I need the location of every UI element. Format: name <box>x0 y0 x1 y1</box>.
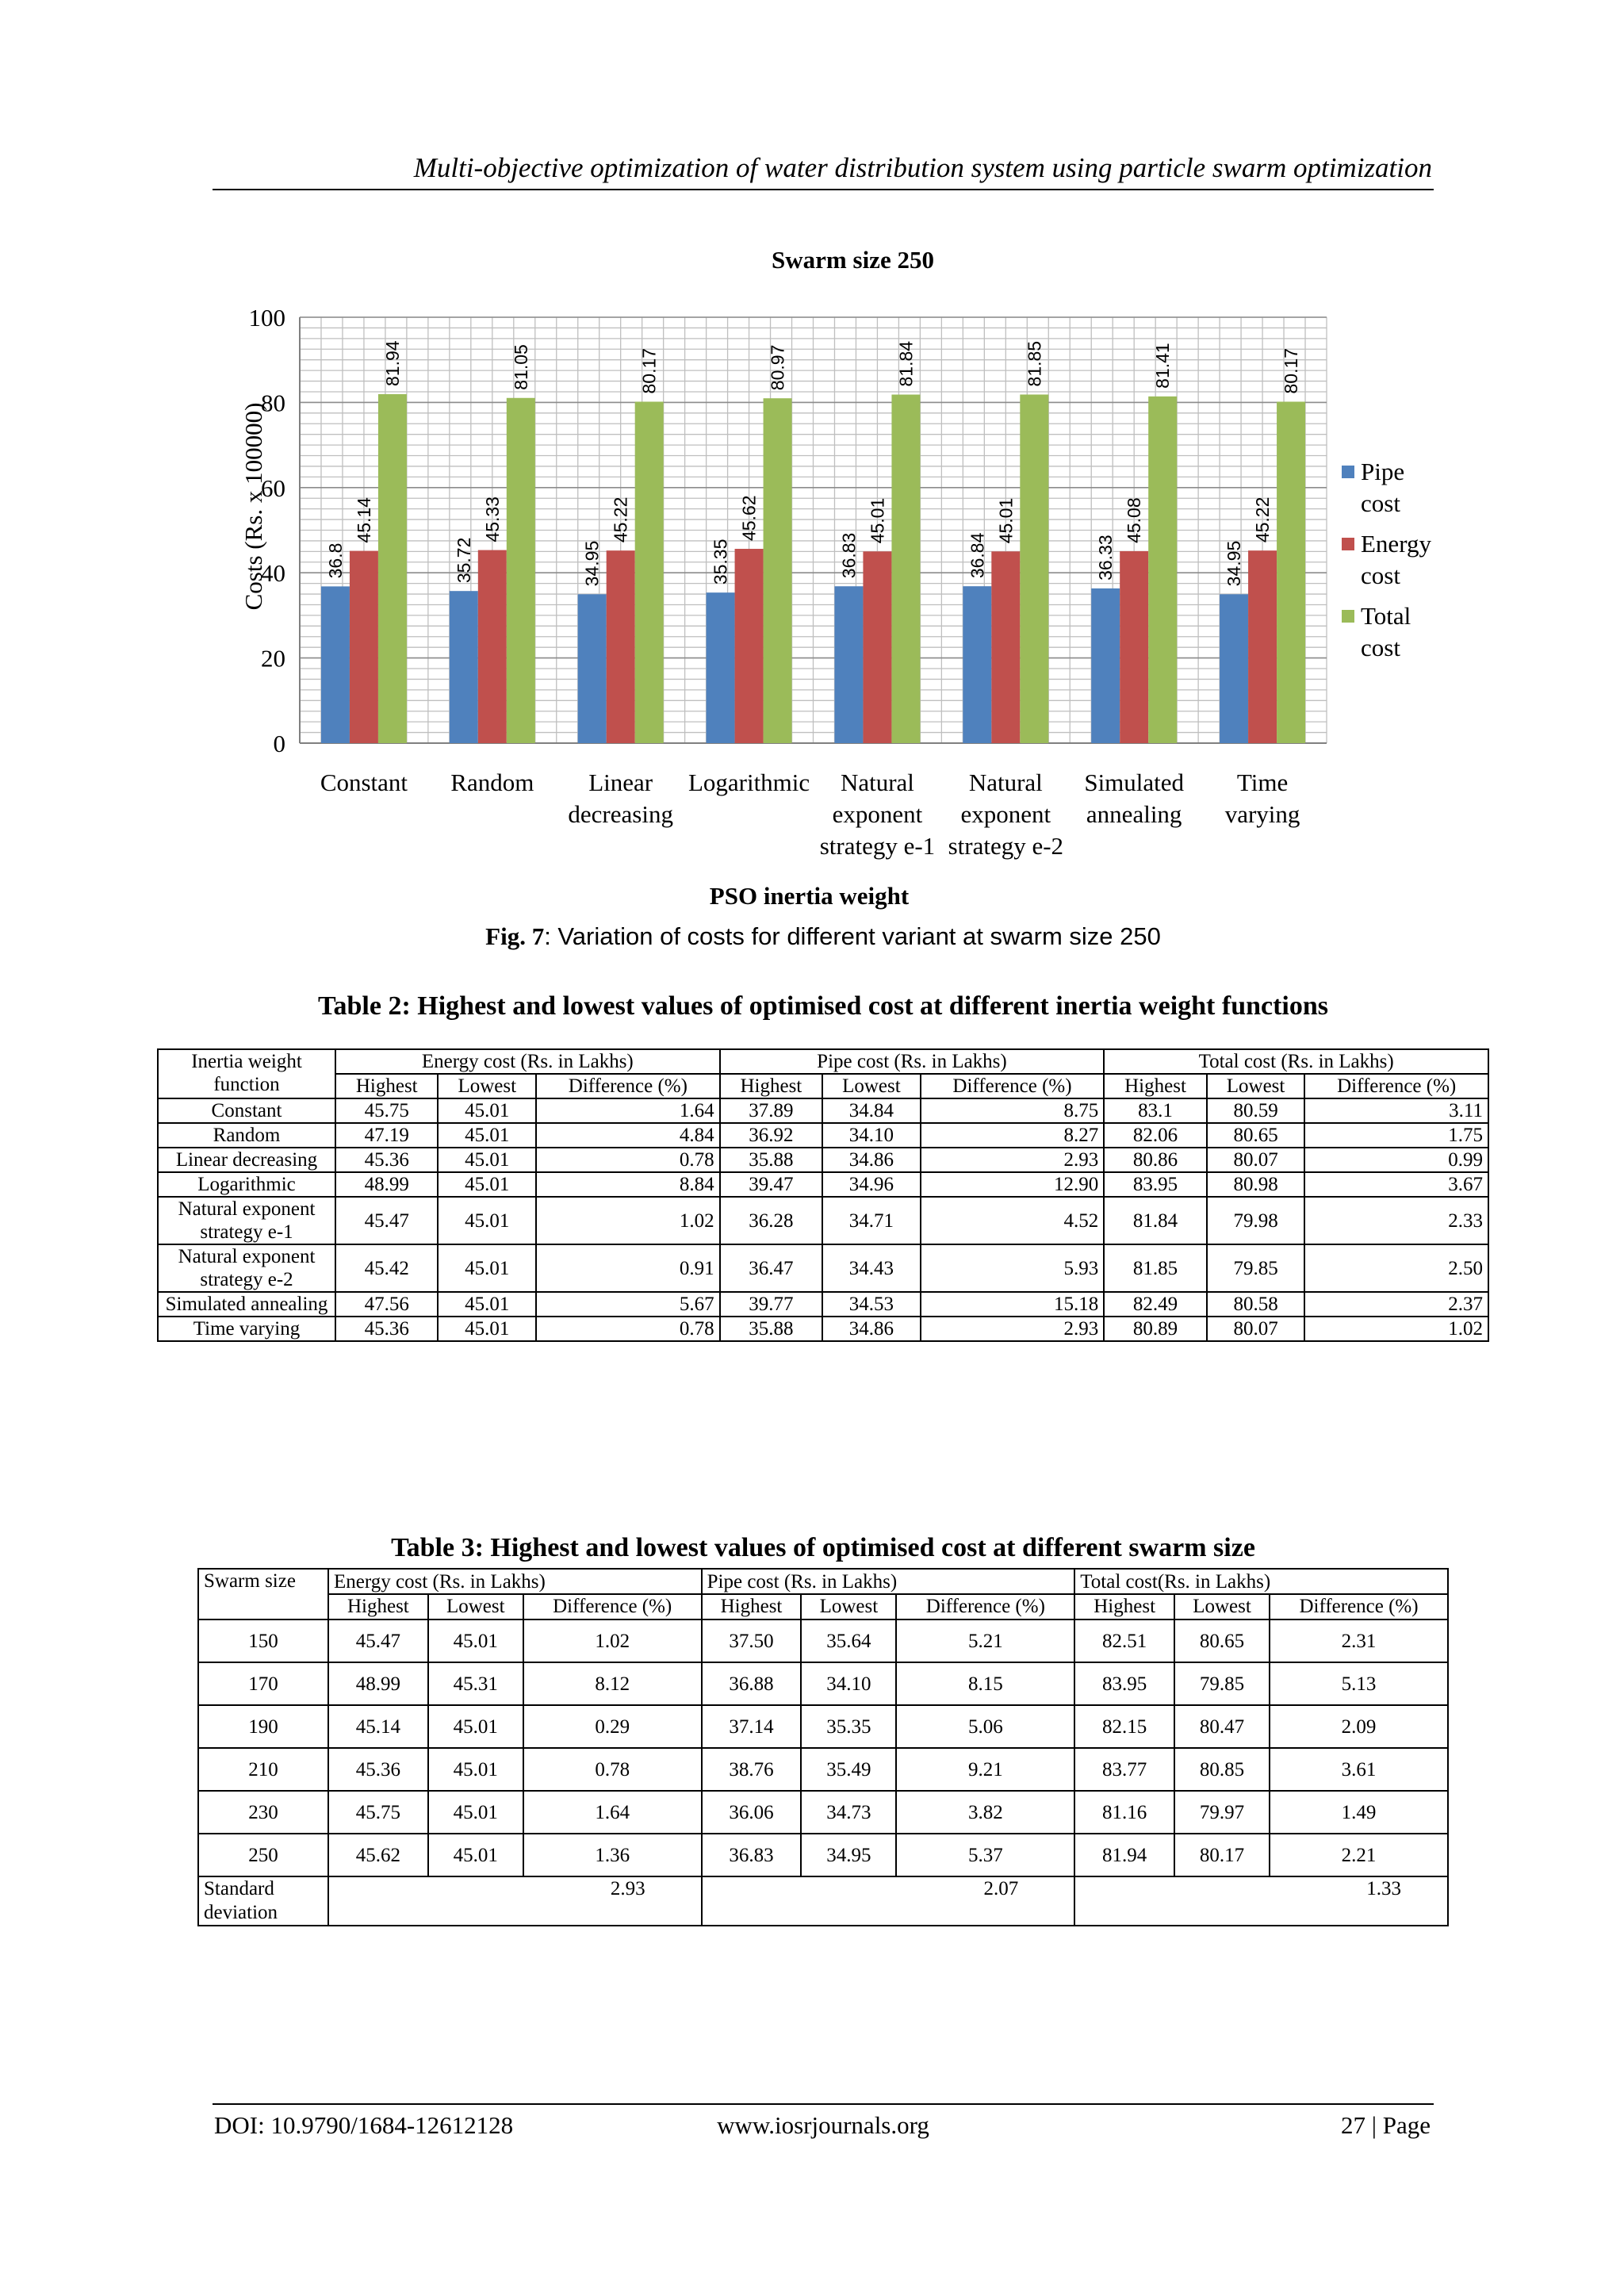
y-axis-title: Costs (Rs. x 100000) <box>239 402 267 611</box>
data-label: 81.41 <box>1152 343 1174 389</box>
value-cell: 80.85 <box>1174 1748 1270 1791</box>
value-cell: 80.47 <box>1174 1705 1270 1748</box>
std-dev-value: 2.07 <box>702 1876 1075 1926</box>
data-label: 36.8 <box>324 542 346 579</box>
bar-total-cost <box>378 394 407 743</box>
running-header <box>213 152 1434 190</box>
subheader-cell: Highest <box>328 1594 428 1619</box>
value-cell: 0.99 <box>1304 1148 1488 1172</box>
value-cell: 80.86 <box>1104 1148 1206 1172</box>
value-cell: 2.31 <box>1270 1619 1448 1662</box>
value-cell: 8.27 <box>921 1123 1105 1148</box>
row-header-cell: Inertia weight function <box>158 1049 335 1098</box>
value-cell: 82.51 <box>1074 1619 1174 1662</box>
value-cell: 15.18 <box>921 1292 1105 1317</box>
std-dev-label: Standard deviation <box>198 1876 328 1926</box>
value-cell: 37.89 <box>720 1098 822 1123</box>
value-cell: 35.64 <box>801 1619 896 1662</box>
value-cell: 45.36 <box>335 1148 438 1172</box>
table-row <box>198 1748 1448 1791</box>
value-cell: 45.01 <box>438 1098 536 1123</box>
value-cell: 80.98 <box>1207 1172 1305 1197</box>
value-cell: 39.77 <box>720 1292 822 1317</box>
row-label-cell: 210 <box>198 1748 328 1791</box>
data-label: 81.85 <box>1024 340 1045 387</box>
value-cell: 5.93 <box>921 1244 1105 1292</box>
value-cell: 2.33 <box>1304 1197 1488 1244</box>
value-cell: 80.17 <box>1174 1834 1270 1876</box>
subheader-cell: Highest <box>335 1074 438 1098</box>
y-tick-label: 60 <box>261 473 285 502</box>
value-cell: 1.75 <box>1304 1123 1488 1148</box>
value-cell: 82.49 <box>1104 1292 1206 1317</box>
bar-total-cost <box>507 398 535 743</box>
value-cell: 80.59 <box>1207 1098 1305 1123</box>
data-label: 80.17 <box>638 347 660 394</box>
table-row <box>158 1244 1488 1292</box>
table-row <box>198 1705 1448 1748</box>
footer-doi: DOI: 10.9790/1684-12612128 <box>214 2111 514 2139</box>
header-row <box>198 1569 1448 1594</box>
value-cell: 79.98 <box>1207 1197 1305 1244</box>
value-cell: 81.16 <box>1074 1791 1174 1834</box>
value-cell: 82.15 <box>1074 1705 1174 1748</box>
x-tick-label: strategy e-2 <box>948 832 1064 860</box>
legend-label: cost <box>1361 489 1400 517</box>
value-cell: 45.36 <box>328 1748 428 1791</box>
value-cell: 47.56 <box>335 1292 438 1317</box>
y-tick-label: 40 <box>261 559 285 588</box>
value-cell: 45.42 <box>335 1244 438 1292</box>
value-cell: 48.99 <box>335 1172 438 1197</box>
value-cell: 5.37 <box>896 1834 1074 1876</box>
subheader-cell: Lowest <box>428 1594 523 1619</box>
value-cell: 80.07 <box>1207 1148 1305 1172</box>
value-cell: 1.49 <box>1270 1791 1448 1834</box>
table3-title: Table 3: Highest and lowest values of optimised cost at different swarm size <box>391 1533 1255 1562</box>
value-cell: 34.84 <box>822 1098 921 1123</box>
value-cell: 34.71 <box>822 1197 921 1244</box>
table3 <box>197 1568 1449 1926</box>
value-cell: 0.91 <box>536 1244 720 1292</box>
value-cell: 8.84 <box>536 1172 720 1197</box>
table-row <box>158 1197 1488 1244</box>
value-cell: 2.37 <box>1304 1292 1488 1317</box>
row-label-cell: Constant <box>158 1098 335 1123</box>
x-axis-title: PSO inertia weight <box>709 882 910 910</box>
subheader-cell: Difference (%) <box>1304 1074 1488 1098</box>
figure-caption-text: : Variation of costs for different variant at swarm size 250 <box>544 922 1161 950</box>
value-cell: 45.62 <box>328 1834 428 1876</box>
data-label: 35.72 <box>453 537 474 584</box>
legend-label: Total <box>1361 602 1411 630</box>
legend-swatch <box>1342 610 1354 623</box>
table-row <box>198 1834 1448 1876</box>
group-header-cell: Pipe cost (Rs. in Lakhs) <box>720 1049 1105 1074</box>
bar-total-cost <box>1277 401 1305 743</box>
value-cell: 39.47 <box>720 1172 822 1197</box>
value-cell: 3.67 <box>1304 1172 1488 1197</box>
value-cell: 47.19 <box>335 1123 438 1148</box>
x-tick-label: Linear <box>588 769 653 796</box>
footer-website: www.iosrjournals.org <box>717 2111 929 2139</box>
value-cell: 8.12 <box>523 1662 702 1705</box>
value-cell: 1.64 <box>536 1098 720 1123</box>
group-header-cell: Pipe cost (Rs. in Lakhs) <box>702 1569 1075 1594</box>
subheader-cell: Difference (%) <box>896 1594 1074 1619</box>
std-dev-row <box>198 1876 1448 1926</box>
x-tick-label: decreasing <box>568 800 673 828</box>
x-tick-label: Random <box>450 769 534 796</box>
chart-title: Swarm size 250 <box>772 246 934 274</box>
x-tick-label: Constant <box>320 769 408 796</box>
subheader-cell: Lowest <box>438 1074 536 1098</box>
value-cell: 45.01 <box>438 1148 536 1172</box>
value-cell: 4.52 <box>921 1197 1105 1244</box>
figure-caption-label: Fig. 7 <box>485 922 545 950</box>
value-cell: 9.21 <box>896 1748 1074 1791</box>
bar-pipe-cost <box>321 586 350 743</box>
table-row <box>158 1292 1488 1317</box>
y-tick-label: 80 <box>261 389 285 417</box>
value-cell: 82.06 <box>1104 1123 1206 1148</box>
x-tick-label: Simulated <box>1084 769 1185 796</box>
group-header-cell: Energy cost (Rs. in Lakhs) <box>335 1049 720 1074</box>
value-cell: 45.47 <box>328 1619 428 1662</box>
value-cell: 45.01 <box>438 1292 536 1317</box>
value-cell: 36.47 <box>720 1244 822 1292</box>
bar-energy-cost <box>735 549 764 743</box>
value-cell: 45.47 <box>335 1197 438 1244</box>
value-cell: 45.01 <box>438 1244 536 1292</box>
data-label: 45.14 <box>353 497 374 543</box>
data-label: 35.35 <box>710 539 731 585</box>
value-cell: 45.01 <box>438 1197 536 1244</box>
table-row <box>158 1317 1488 1341</box>
bar-chart <box>222 238 1443 920</box>
value-cell: 3.61 <box>1270 1748 1448 1791</box>
subheader-cell: Difference (%) <box>523 1594 702 1619</box>
bar-energy-cost <box>478 550 507 743</box>
data-label: 45.01 <box>995 497 1017 544</box>
value-cell: 34.86 <box>822 1148 921 1172</box>
data-label: 36.84 <box>967 532 988 579</box>
data-label: 45.33 <box>481 496 503 542</box>
bar-pipe-cost <box>450 591 478 743</box>
value-cell: 34.10 <box>801 1662 896 1705</box>
value-cell: 45.01 <box>438 1172 536 1197</box>
x-tick-label: exponent <box>960 800 1051 828</box>
value-cell: 34.96 <box>822 1172 921 1197</box>
value-cell: 83.95 <box>1104 1172 1206 1197</box>
bar-energy-cost <box>863 551 891 743</box>
row-label-cell: 190 <box>198 1705 328 1748</box>
bar-energy-cost <box>607 550 635 743</box>
bar-energy-cost <box>1120 551 1148 743</box>
data-label: 81.94 <box>381 340 403 386</box>
bar-pipe-cost <box>963 586 991 743</box>
data-label: 45.62 <box>738 495 760 542</box>
value-cell: 8.75 <box>921 1098 1105 1123</box>
subheader-cell: Lowest <box>801 1594 896 1619</box>
bar-pipe-cost <box>1220 594 1248 743</box>
x-tick-label: exponent <box>832 800 923 828</box>
value-cell: 0.78 <box>523 1748 702 1791</box>
value-cell: 34.53 <box>822 1292 921 1317</box>
row-label-cell: Random <box>158 1123 335 1148</box>
subheader-cell: Lowest <box>1174 1594 1270 1619</box>
data-label: 45.01 <box>867 497 888 544</box>
value-cell: 2.93 <box>921 1317 1105 1341</box>
value-cell: 5.21 <box>896 1619 1074 1662</box>
bar-pipe-cost <box>578 594 607 743</box>
value-cell: 2.21 <box>1270 1834 1448 1876</box>
legend-swatch <box>1342 466 1354 478</box>
bar-energy-cost <box>350 551 378 743</box>
value-cell: 36.06 <box>702 1791 802 1834</box>
data-label: 45.22 <box>610 496 631 543</box>
value-cell: 35.49 <box>801 1748 896 1791</box>
value-cell: 45.01 <box>428 1705 523 1748</box>
value-cell: 83.95 <box>1074 1662 1174 1705</box>
value-cell: 36.88 <box>702 1662 802 1705</box>
value-cell: 3.11 <box>1304 1098 1488 1123</box>
y-tick-label: 0 <box>273 730 285 757</box>
value-cell: 80.65 <box>1174 1619 1270 1662</box>
value-cell: 79.85 <box>1174 1662 1270 1705</box>
data-label: 80.17 <box>1281 347 1302 394</box>
value-cell: 45.36 <box>335 1317 438 1341</box>
bar-pipe-cost <box>1091 588 1120 743</box>
bar-total-cost <box>635 401 664 743</box>
value-cell: 83.1 <box>1104 1098 1206 1123</box>
value-cell: 83.77 <box>1074 1748 1174 1791</box>
subheader-row <box>198 1594 1448 1619</box>
value-cell: 34.86 <box>822 1317 921 1341</box>
bar-energy-cost <box>991 551 1020 743</box>
subheader-cell: Difference (%) <box>536 1074 720 1098</box>
subheader-cell: Lowest <box>822 1074 921 1098</box>
value-cell: 79.85 <box>1207 1244 1305 1292</box>
group-header-cell: Total cost (Rs. in Lakhs) <box>1104 1049 1488 1074</box>
table-row <box>198 1662 1448 1705</box>
value-cell: 36.92 <box>720 1123 822 1148</box>
value-cell: 1.36 <box>523 1834 702 1876</box>
running-title: Multi-objective optimization of water distribution system using particle swarm optimization <box>413 152 1432 183</box>
table-row <box>158 1098 1488 1123</box>
footer-page: 27 | Page <box>1341 2111 1431 2139</box>
row-label-cell: 230 <box>198 1791 328 1834</box>
row-label-cell: Time varying <box>158 1317 335 1341</box>
row-label-cell: 150 <box>198 1619 328 1662</box>
value-cell: 1.02 <box>1304 1317 1488 1341</box>
table-row <box>158 1172 1488 1197</box>
value-cell: 12.90 <box>921 1172 1105 1197</box>
table-row <box>158 1148 1488 1172</box>
value-cell: 45.75 <box>335 1098 438 1123</box>
value-cell: 0.78 <box>536 1148 720 1172</box>
subheader-cell: Difference (%) <box>1270 1594 1448 1619</box>
value-cell: 8.15 <box>896 1662 1074 1705</box>
std-dev-value: 2.93 <box>328 1876 702 1926</box>
value-cell: 45.14 <box>328 1705 428 1748</box>
legend-label: cost <box>1361 634 1400 661</box>
subheader-cell: Difference (%) <box>921 1074 1105 1098</box>
legend-label: Energy <box>1361 530 1431 558</box>
subheader-cell: Highest <box>720 1074 822 1098</box>
data-label: 36.83 <box>838 532 860 579</box>
bar-pipe-cost <box>834 586 863 743</box>
row-label-cell: Simulated annealing <box>158 1292 335 1317</box>
group-header-cell: Total cost(Rs. in Lakhs) <box>1074 1569 1448 1594</box>
value-cell: 81.84 <box>1104 1197 1206 1244</box>
value-cell: 0.78 <box>536 1317 720 1341</box>
legend-label: cost <box>1361 562 1400 589</box>
value-cell: 45.01 <box>438 1123 536 1148</box>
value-cell: 34.95 <box>801 1834 896 1876</box>
legend-swatch <box>1342 538 1354 550</box>
table2 <box>157 1048 1489 1342</box>
x-tick-label: Logarithmic <box>688 769 810 796</box>
bar-pipe-cost <box>707 592 735 743</box>
value-cell: 4.84 <box>536 1123 720 1148</box>
value-cell: 34.73 <box>801 1791 896 1834</box>
value-cell: 45.01 <box>428 1791 523 1834</box>
x-tick-label: Natural <box>968 769 1043 796</box>
row-label-cell: Natural exponent strategy e-1 <box>158 1197 335 1244</box>
x-tick-label: annealing <box>1086 800 1182 828</box>
value-cell: 2.93 <box>921 1148 1105 1172</box>
value-cell: 2.09 <box>1270 1705 1448 1748</box>
value-cell: 81.85 <box>1104 1244 1206 1292</box>
data-label: 36.33 <box>1095 535 1116 581</box>
value-cell: 45.01 <box>428 1619 523 1662</box>
table-row <box>198 1619 1448 1662</box>
subheader-cell: Lowest <box>1207 1074 1305 1098</box>
value-cell: 35.35 <box>801 1705 896 1748</box>
table-row <box>158 1123 1488 1148</box>
row-label-cell: Linear decreasing <box>158 1148 335 1172</box>
data-label: 34.95 <box>581 540 603 587</box>
value-cell: 45.31 <box>428 1662 523 1705</box>
bar-total-cost <box>891 395 920 743</box>
value-cell: 45.01 <box>428 1834 523 1876</box>
value-cell: 48.99 <box>328 1662 428 1705</box>
x-tick-label: Time <box>1236 769 1289 796</box>
value-cell: 1.64 <box>523 1791 702 1834</box>
value-cell: 36.83 <box>702 1834 802 1876</box>
value-cell: 80.65 <box>1207 1123 1305 1148</box>
x-tick-label: Natural <box>840 769 914 796</box>
value-cell: 38.76 <box>702 1748 802 1791</box>
header-row <box>158 1049 1488 1074</box>
row-label-cell: 170 <box>198 1662 328 1705</box>
figure-caption <box>213 922 1434 951</box>
value-cell: 2.50 <box>1304 1244 1488 1292</box>
table2-title: Table 2: Highest and lowest values of optimised cost at different inertia weight functions <box>317 991 1329 1021</box>
value-cell: 80.07 <box>1207 1317 1305 1341</box>
value-cell: 34.10 <box>822 1123 921 1148</box>
row-label-cell: Natural exponent strategy e-2 <box>158 1244 335 1292</box>
subheader-cell: Highest <box>1074 1594 1174 1619</box>
data-label: 45.08 <box>1124 497 1145 543</box>
value-cell: 80.89 <box>1104 1317 1206 1341</box>
x-tick-label: strategy e-1 <box>819 832 936 860</box>
value-cell: 80.58 <box>1207 1292 1305 1317</box>
value-cell: 37.14 <box>702 1705 802 1748</box>
data-label: 81.84 <box>895 340 917 387</box>
value-cell: 0.29 <box>523 1705 702 1748</box>
value-cell: 35.88 <box>720 1148 822 1172</box>
group-header-cell: Energy cost (Rs. in Lakhs) <box>328 1569 702 1594</box>
data-label: 80.97 <box>767 344 788 391</box>
subheader-row <box>158 1074 1488 1098</box>
row-label-cell: 250 <box>198 1834 328 1876</box>
value-cell: 5.13 <box>1270 1662 1448 1705</box>
subheader-cell: Highest <box>1104 1074 1206 1098</box>
value-cell: 35.88 <box>720 1317 822 1341</box>
data-label: 34.95 <box>1224 540 1245 587</box>
value-cell: 37.50 <box>702 1619 802 1662</box>
bar-total-cost <box>764 398 792 743</box>
value-cell: 5.06 <box>896 1705 1074 1748</box>
x-tick-label: varying <box>1224 800 1300 828</box>
row-header-cell: Swarm size <box>198 1569 328 1619</box>
value-cell: 1.02 <box>536 1197 720 1244</box>
y-tick-label: 100 <box>248 304 285 332</box>
value-cell: 45.01 <box>428 1748 523 1791</box>
value-cell: 34.43 <box>822 1244 921 1292</box>
chart-svg <box>222 238 1443 920</box>
data-label: 45.22 <box>1252 496 1274 543</box>
value-cell: 3.82 <box>896 1791 1074 1834</box>
page-footer <box>213 2103 1434 2151</box>
table-row <box>198 1791 1448 1834</box>
bar-energy-cost <box>1248 550 1277 743</box>
subheader-cell: Highest <box>702 1594 802 1619</box>
value-cell: 1.02 <box>523 1619 702 1662</box>
value-cell: 5.67 <box>536 1292 720 1317</box>
value-cell: 45.75 <box>328 1791 428 1834</box>
row-label-cell: Logarithmic <box>158 1172 335 1197</box>
bar-total-cost <box>1148 397 1177 743</box>
bar-total-cost <box>1020 394 1048 743</box>
legend-label: Pipe <box>1361 458 1405 485</box>
value-cell: 81.94 <box>1074 1834 1174 1876</box>
value-cell: 45.01 <box>438 1317 536 1341</box>
value-cell: 79.97 <box>1174 1791 1270 1834</box>
y-tick-label: 20 <box>261 644 285 673</box>
std-dev-value: 1.33 <box>1074 1876 1448 1926</box>
data-label: 81.05 <box>510 344 531 390</box>
value-cell: 36.28 <box>720 1197 822 1244</box>
